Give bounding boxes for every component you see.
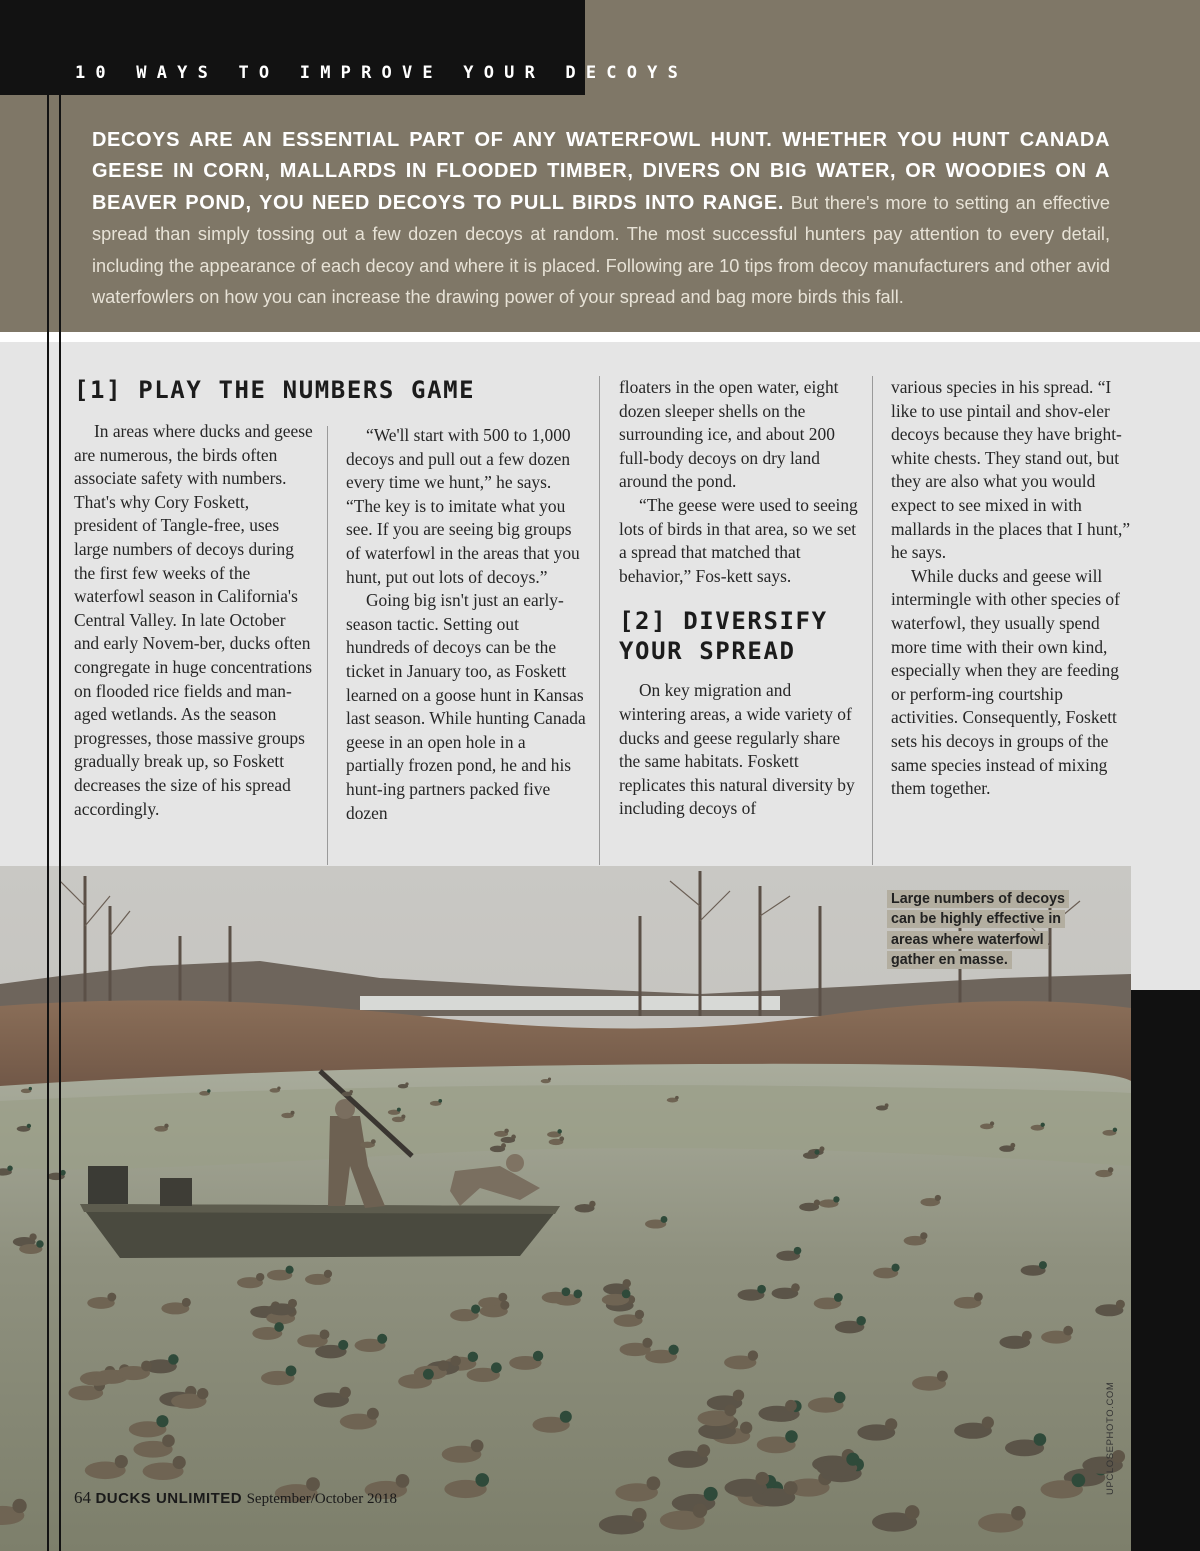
paragraph: On key migration and wintering areas, a wide variety of ducks and geese regularly share the same habitats. Foskett replicates this natural diversity by including decoys of	[619, 680, 855, 819]
intro-body: But there's more to setting an effective spread than simply tossing out a few dozen decoys at random. The most successful hunters pay attention to every detail, including the appearance of each decoy and where it is placed. Following are 10 tips from decoy manufacturers and other avid waterfowlers on how you can increase the drawing power of your spread and bag more birds this fall.	[92, 192, 1111, 308]
issue-date: September/October 2018	[246, 1491, 397, 1507]
photo-credit: UPCLOSEPHOTO.COM	[1105, 1381, 1116, 1495]
page-number: 64	[74, 1488, 91, 1507]
decorative-rule	[59, 0, 61, 1551]
paragraph: Going big isn't just an early-season tactic. Setting out hundreds of decoys can be the ticket in January too, as Foskett learned on a goose hunt in Kansas last season. While hunting Canada geese in an open hole in a partially frozen pond, he and his hunt-ing partners packed five dozen	[346, 590, 586, 823]
page-edge-bar	[1131, 990, 1200, 1551]
caption-text: Large numbers of decoys can be highly effective in areas where waterfowl gather en masse.	[887, 890, 1069, 969]
article-column-3	[619, 376, 859, 821]
section-heading-1: [1] PLAY THE NUMBERS GAME	[74, 376, 476, 404]
paragraph: While ducks and geese will intermingle with other species of waterfowl, they usually spend more time with their own kind, especially when they are feeding or perform-ing courtship activities. Consequently, Foskett sets his decoys in groups of the same species instead of mixing them together.	[891, 565, 1120, 799]
paragraph: “We'll start with 500 to 1,000 decoys and pull out a few dozen every time we hunt,” he says. “The key is to imitate what you see. If you are seeing big groups of waterfowl in the areas that you hunt, put out lots of decoys.”	[346, 425, 580, 587]
heading-line: YOUR SPREAD	[619, 637, 796, 666]
photo-caption	[887, 889, 1077, 971]
paragraph: “The geese were used to seeing lots of birds in that area, so we set a spread that matched that behavior,” Fos-kett says.	[619, 494, 858, 586]
page-footer	[74, 1488, 397, 1508]
paragraph: In areas where ducks and geese are numerous, the birds often associate safety with numbers. That's why Cory Foskett, president of Tangle-free, uses large numbers of decoys during the first few weeks of the waterfowl season in California's Central Valley. In late October and early Novem-ber, ducks often congregate in huge concentrations on flooded rice fields and man-aged wetlands. As the season progresses, those massive groups gradually break up, so Foskett decreases the size of his spread accordingly.	[74, 421, 313, 819]
intro-paragraph	[92, 125, 1110, 313]
article-column-2	[346, 424, 586, 825]
paragraph: various species in his spread. “I like to use pintail and shov-eler decoys because they have bright-white chests. They stand out, but they are also what you would expect to see mixed in with mallards in the places that I hunt,” he says.	[891, 377, 1131, 563]
heading-line: [2] DIVERSIFY	[619, 607, 828, 636]
column-rule	[872, 376, 873, 865]
intro-lead: DECOYS ARE AN ESSENTIAL PART OF ANY WATERFOWL HUNT. WHETHER YOU HUNT CANADA GEESE IN CORN, MALLARDS IN FLOODED TIMBER, DIVERS ON BIG WATER, OR WOODIES ON A BEAVER POND, YOU NEED DECOYS TO PULL BIRDS INTO RANGE.	[92, 129, 1110, 214]
column-rule	[599, 376, 600, 865]
decorative-rule	[47, 0, 49, 1551]
paragraph: floaters in the open water, eight dozen sleeper shells on the surrounding ice, and about 200 full-body decoys on dry land around the pond.	[619, 377, 839, 492]
article-column-4	[891, 376, 1131, 801]
band-divider	[0, 332, 1200, 342]
column-rule	[327, 426, 328, 865]
publication-name: DUCKS UNLIMITED	[95, 1490, 243, 1507]
section-heading-2	[619, 606, 859, 666]
section-kicker: 10 WAYS TO IMPROVE YOUR DECOYS	[75, 63, 689, 83]
